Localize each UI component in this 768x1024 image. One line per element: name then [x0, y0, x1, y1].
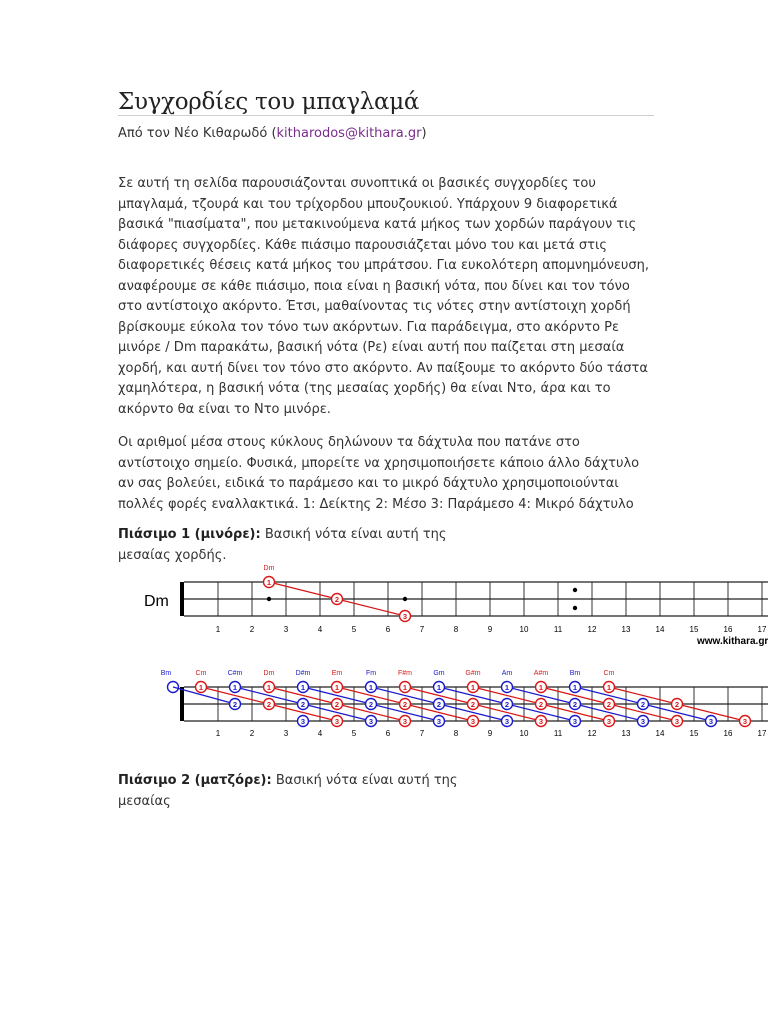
fret-number: 12 [587, 625, 597, 634]
finger-number: 3 [640, 717, 646, 726]
finger-number: 3 [742, 717, 748, 726]
fret-number: 17 [757, 625, 767, 634]
fret-number: 1 [215, 625, 221, 634]
fret-number: 11 [553, 625, 563, 634]
intro-paragraph: Σε αυτή τη σελίδα παρουσιάζονται συνοπτικά οι βασικές συγχορδίες του μπαγλαμά, τζουρά και του τρίχορδου μπουζουκιού. Υπάρχουν 9 διαφορετικά βασικά "πιασίματα", που μετακινούμενα κατά μήκος των χορδών παράγουν τις διάφορες συγχορδίες. Κάθε πιάσιμο παρουσιάζεται μόνο του και μετά στις διαφορετικές θέσεις κατά μήκος του μπράτσου. Για ευκολότερη απομνημόνευση, αναφέρουμε σε κάθε πιάσιμο, ποια είναι η βασική νότα, που δίνει και τον τόνο στο αντίστοιχο ακόρντο. Έτσι, μαθαίνοντας τις νότες στην αντίστοιχη χορδή βρίσκουμε εύκολα τον τόνο των ακόρντων. Για παράδειγμα, στο ακόρντο Ρε μινόρε / Dm παρακάτω, βασική νότα (Ρε) είναι αυτή που παίζεται στη μεσαία χορδή, και αυτή δίνει τον τόνο στο ακόρντο. Αν παίξουμε το ακόρντο δύο τάστα χαμηλότερα, η βασική νότα (της μεσαίας χορδής) θα είναι Ντο, άρα και το ακόρντο θα είναι το Ντο μινόρε. [118, 176, 650, 417]
finger-number: 2 [504, 700, 510, 709]
fret-number: 14 [655, 729, 665, 738]
fret-number: 5 [351, 625, 357, 634]
finger-number: 3 [674, 717, 680, 726]
chord-label: Dm [263, 670, 275, 677]
fret-number: 11 [553, 729, 563, 738]
website-label: www.kithara.gr [697, 636, 768, 646]
finger-number: 2 [232, 700, 238, 709]
finger-number: 2 [300, 700, 306, 709]
fret-number: 12 [587, 729, 597, 738]
author-email-link[interactable]: kitharodos@kithara.gr [276, 126, 422, 141]
fret-number: 4 [317, 729, 323, 738]
finger-number: 2 [572, 700, 578, 709]
chord-label: F#m [398, 670, 412, 677]
finger-number: 2 [368, 700, 374, 709]
nut [180, 582, 184, 616]
chord-label: Bm [569, 670, 581, 677]
finger-number: 3 [402, 717, 408, 726]
finger-number: 1 [402, 683, 408, 692]
byline [118, 125, 678, 143]
fret-number: 14 [655, 625, 665, 634]
fret-number: 7 [419, 625, 425, 634]
finger-number: 2 [538, 700, 544, 709]
grip-1-positions-diagram [0, 656, 768, 742]
finger-number: 1 [198, 683, 204, 692]
title-divider [118, 115, 654, 116]
finger-number: 3 [606, 717, 612, 726]
chord-label: Gm [433, 670, 445, 677]
finger-number: 3 [436, 717, 442, 726]
finger-number: 2 [402, 700, 408, 709]
finger-number: 3 [538, 717, 544, 726]
fret-number: 15 [689, 625, 699, 634]
fret-number: 9 [487, 625, 493, 634]
fret-dot [573, 606, 577, 610]
fret-number: 8 [453, 625, 459, 634]
finger-number: 3 [504, 717, 510, 726]
finger-number: 3 [334, 717, 340, 726]
fret-number: 6 [385, 729, 391, 738]
fret-number: 9 [487, 729, 493, 738]
chord-label: G#m [465, 670, 481, 677]
finger-number: 1 [470, 683, 476, 692]
fret-number: 13 [621, 729, 631, 738]
chord-label: A#m [533, 670, 549, 677]
finger-number: 1 [572, 683, 578, 692]
fret-number: 1 [215, 729, 221, 738]
finger-legend-paragraph: Οι αριθμοί μέσα στους κύκλους δηλώνουν τα δάχτυλα που πατάνε στο αντίστοιχο σημείο. Φυσικά, μπορείτε να χρησιμοποιήσετε κάποιο άλλο δάχτυλο αν σας βολεύει, ειδικά το παράμεσο και το μικρό δάχτυλο χρησιμοποιούνται πολλές φορές εναλλακτικά. 1: Δείκτης 2: Μέσο 3: Παράμεσο 4: Μικρό δάχτυλο [118, 435, 640, 512]
finger-number: 1 [300, 683, 306, 692]
fret-number: 4 [317, 625, 323, 634]
chord-label: D#m [295, 670, 311, 677]
fret-number: 2 [249, 625, 255, 634]
finger-number: 1 [266, 578, 272, 587]
fret-number: 15 [689, 729, 699, 738]
fret-number: 8 [453, 729, 459, 738]
chord-label-dm: Dm [263, 565, 275, 572]
fret-number: 5 [351, 729, 357, 738]
fret-number: 10 [519, 625, 529, 634]
finger-number: 2 [436, 700, 442, 709]
finger-number: 3 [402, 612, 408, 621]
finger-number: 1 [368, 683, 374, 692]
grip-2-text: Βασική νότα είναι αυτή της μεσαίας [118, 773, 458, 809]
finger-number: 3 [708, 717, 714, 726]
page-title: Συγχορδίες του μπαγλαμά [118, 89, 420, 115]
finger-number: 3 [368, 717, 374, 726]
fret-number: 3 [283, 729, 289, 738]
chord-label: Cm [603, 670, 615, 677]
finger-number: 2 [640, 700, 646, 709]
nut [180, 687, 184, 721]
finger-number: 1 [232, 683, 238, 692]
fret-number: 7 [419, 729, 425, 738]
finger-number: 3 [470, 717, 476, 726]
finger-number: 1 [504, 683, 510, 692]
grip-2-heading: Πιάσιμο 2 (ματζόρε): [118, 773, 272, 788]
fret-dot [573, 588, 577, 592]
fret-number: 6 [385, 625, 391, 634]
finger-number: 3 [300, 717, 306, 726]
byline-prefix: Από τον Νέο Κιθαρωδό ( [118, 126, 277, 141]
finger-number: 1 [334, 683, 340, 692]
finger-number: 2 [470, 700, 476, 709]
fret-number: 2 [249, 729, 255, 738]
finger-number: 1 [436, 683, 442, 692]
fret-dot [267, 597, 271, 601]
finger-number: 2 [266, 700, 272, 709]
chord-label: Am [501, 670, 513, 677]
chord-label: Fm [365, 670, 377, 677]
fret-number: 3 [283, 625, 289, 634]
fret-number: 16 [723, 729, 733, 738]
chord-label: Em [331, 670, 343, 677]
grip-2-description [118, 770, 498, 812]
finger-number: 2 [674, 700, 680, 709]
fret-number: 13 [621, 625, 631, 634]
grip-1-text: Βασική νότα είναι αυτή της μεσαίας χορδής. [118, 527, 447, 563]
grip-1-heading: Πιάσιμο 1 (μινόρε): [118, 527, 261, 542]
finger-number: 2 [334, 595, 340, 604]
fret-number: 17 [757, 729, 767, 738]
chord-label: Bm [160, 670, 172, 677]
finger-number: 2 [334, 700, 340, 709]
finger-number: 3 [572, 717, 578, 726]
byline-suffix: ) [421, 126, 427, 141]
fret-dot [403, 597, 407, 601]
chord-label: C#m [227, 670, 243, 677]
chord-name-dm: Dm [144, 593, 169, 610]
dm-chord-diagram [0, 560, 768, 646]
fret-number: 16 [723, 625, 733, 634]
finger-number: 2 [606, 700, 612, 709]
chord-label: Cm [195, 670, 207, 677]
finger-number: 1 [266, 683, 272, 692]
finger-number: 1 [538, 683, 544, 692]
finger-number: 1 [606, 683, 612, 692]
fret-number: 10 [519, 729, 529, 738]
